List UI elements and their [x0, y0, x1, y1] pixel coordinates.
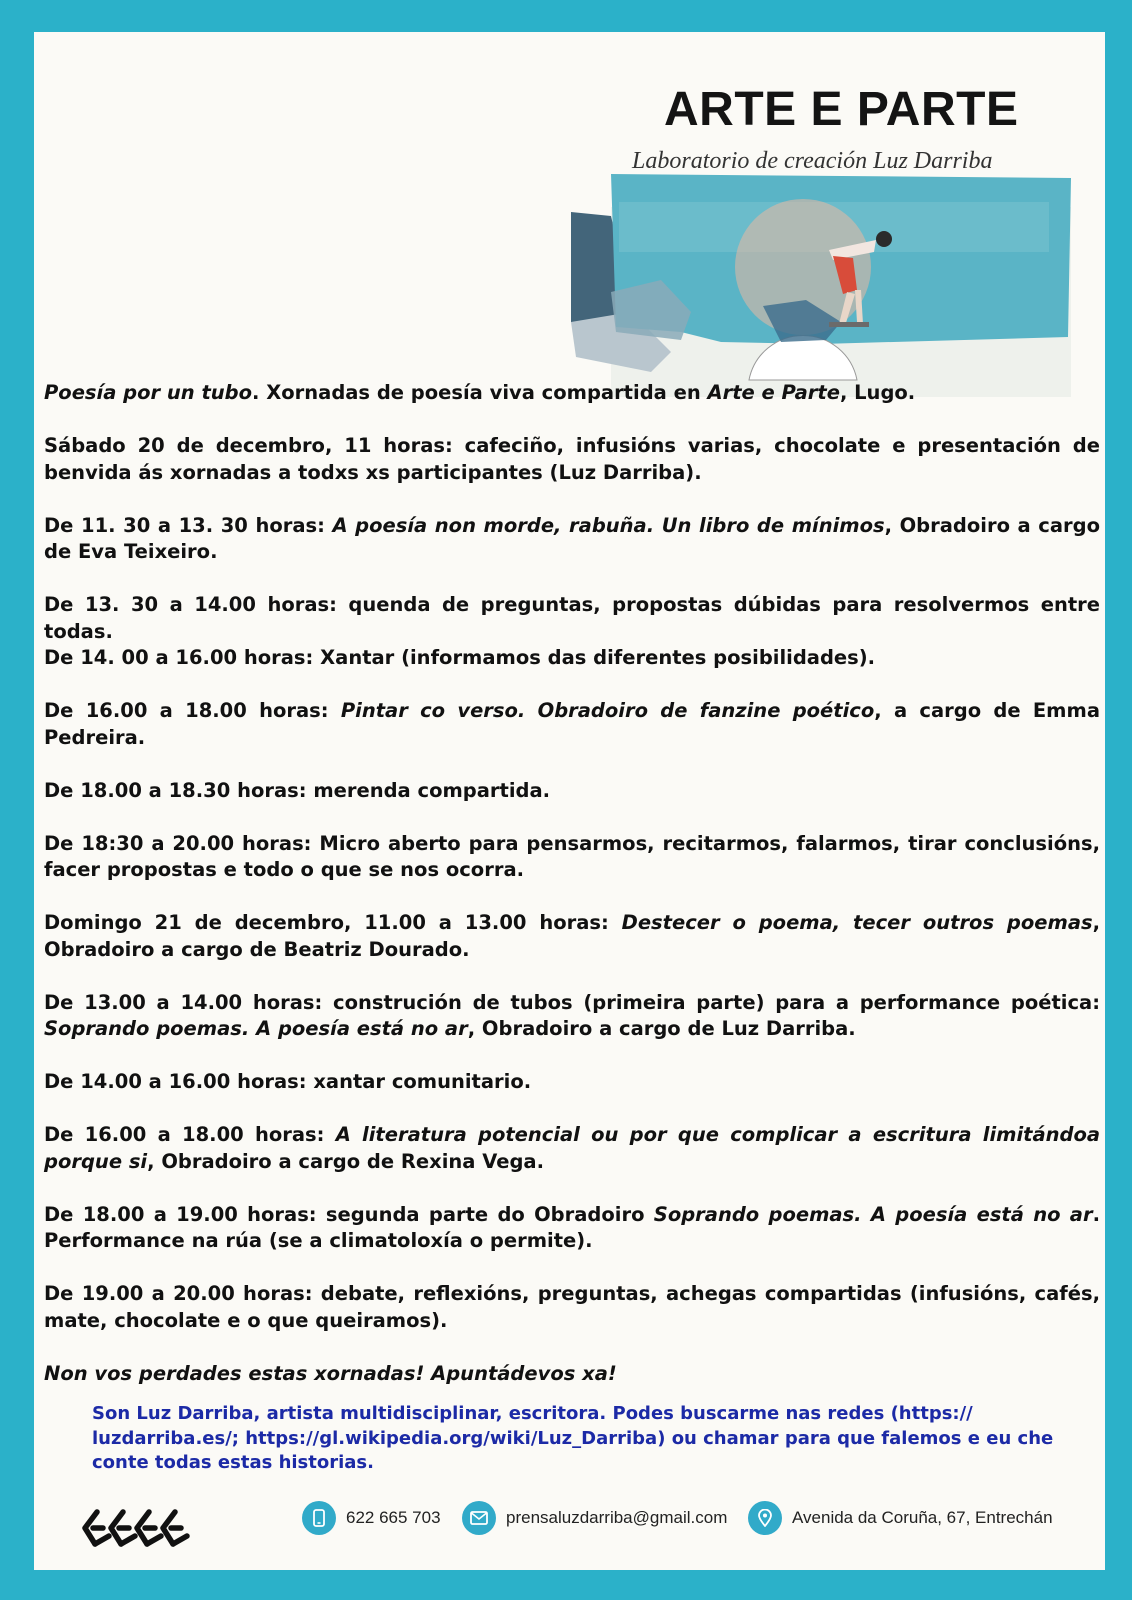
location-icon: [748, 1501, 782, 1535]
mail-icon: [462, 1501, 496, 1535]
email-address: prensaluzdarriba@gmail.com: [506, 1508, 728, 1527]
contact-address[interactable]: [748, 1500, 1053, 1536]
contact-phone[interactable]: [302, 1500, 441, 1536]
closing-line: Non vos perdades estas xornadas! Apuntádevos xa!: [44, 1361, 617, 1385]
schedule-item: De 13.00 a 14.00 horas: construción de tubos (primeira parte) para a performance poética: Soprando poemas. A poesía está no ar, Obradoiro a cargo de Luz Darriba.: [44, 990, 1100, 1040]
poster: [34, 32, 1105, 1570]
contact-email[interactable]: [462, 1500, 727, 1536]
schedule-item: De 14.00 a 16.00 horas: xantar comunitario.: [44, 1070, 532, 1093]
page-title: ARTE E PARTE: [664, 83, 1019, 136]
phone-icon: [302, 1501, 336, 1535]
address-text: Avenida da Coruña, 67, Entrechán: [792, 1508, 1053, 1527]
intro-paragraph: Poesía por un tubo. Xornadas de poesía viva compartida en Arte e Parte, Lugo.: [44, 381, 916, 404]
schedule-item: De 16.00 a 18.00 horas: Pintar co verso. Obradoiro de fanzine poético, a cargo de Emma Pedreira.: [44, 699, 1100, 749]
schedule-item: De 14. 00 a 16.00 horas: Xantar (informamos das diferentes posibilidades).: [44, 646, 876, 669]
footer: [34, 1490, 1105, 1550]
schedule-item: De 18.00 a 18.30 horas: merenda compartida.: [44, 778, 551, 802]
schedule-item: De 19.00 a 20.00 horas: debate, reflexións, preguntas, achegas compartidas (infusións, cafés, mate, chocolate e o que queiramos).: [44, 1282, 1100, 1332]
schedule-item: Domingo 21 de decembro, 11.00 a 13.00 horas: Destecer o poema, tecer outros poemas, Obradoiro a cargo de Beatriz Dourado.: [44, 911, 1100, 961]
collage-illustration: [571, 172, 1076, 407]
phone-number: 622 665 703: [346, 1508, 441, 1527]
schedule-item: De 16.00 a 18.00 horas: A literatura potencial ou por que complicar a escritura limitándoa porque si, Obradoiro a cargo de Rexina Vega.: [44, 1123, 1101, 1173]
venue-name: Arte e Parte: [707, 381, 840, 404]
page-subtitle: Laboratorio de creación Luz Darriba: [632, 148, 993, 174]
schedule-item: Sábado 20 de decembro, 11 horas: cafeciño, infusións varias, chocolate e presentación de benvida ás xornadas a todxs xs participantes (Luz Darriba).: [44, 434, 1100, 484]
schedule-item: De 18:30 a 20.00 horas: Micro aberto para pensarmos, recitarmos, falarmos, tirar conclusións, facer propostas e todo o que se nos ocorra.: [44, 831, 1100, 881]
event-name: Poesía por un tubo: [44, 381, 253, 404]
schedule-item: De 11. 30 a 13. 30 horas: A poesía non morde, rabuña. Un libro de mínimos, Obradoiro a cargo de Eva Teixeiro.: [44, 513, 1100, 563]
logo-mark: [79, 1506, 199, 1550]
artist-bio: Son Luz Darriba, artista multidisciplinar, escritora. Podes buscarme nas redes (https:// luzdarriba.es/; https://gl.wikipedia.org/wiki/Luz_Darriba) ou chamar para que falemos e eu che conte todas estas historias.: [92, 1403, 1054, 1473]
schedule-item: De 18.00 a 19.00 horas: segunda parte do Obradoiro Soprando poemas. A poesía está no ar. Performance na rúa (se a climatoloxía o permite).: [44, 1202, 1100, 1252]
schedule-item: De 13. 30 a 14.00 horas: quenda de preguntas, propostas dúbidas para resolvermos entre todas.: [44, 593, 1100, 643]
program-text: [44, 380, 1100, 1414]
